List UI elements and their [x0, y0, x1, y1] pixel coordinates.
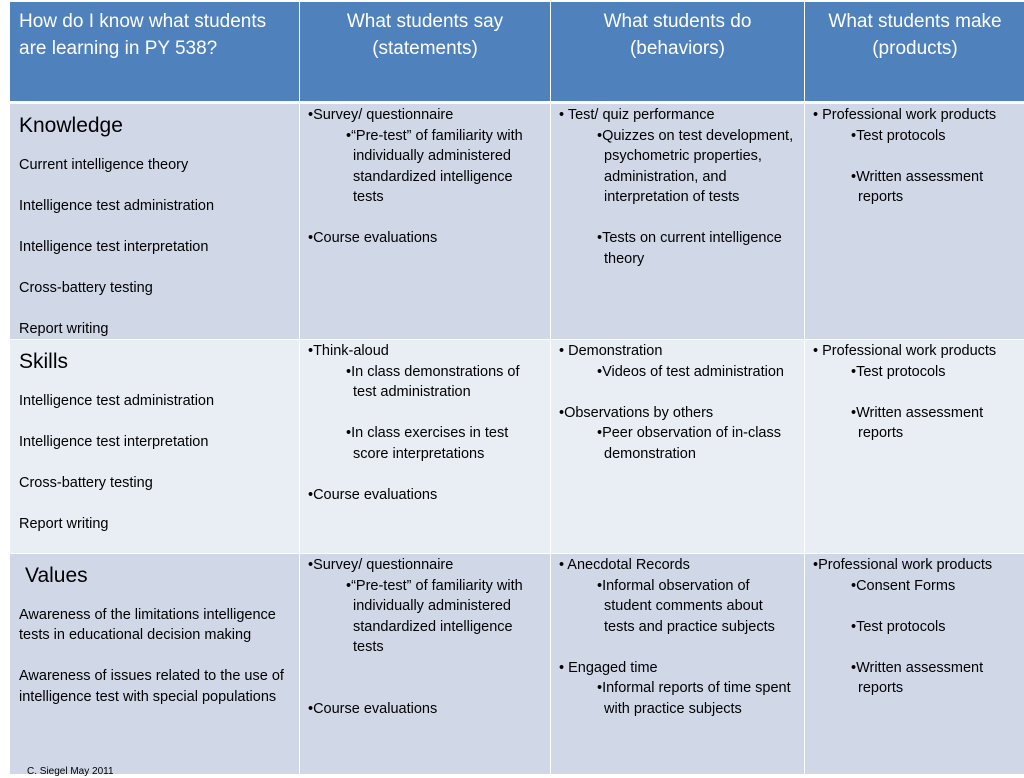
topic-item: Awareness of the limitations intelligence tests in educational decision making	[19, 605, 290, 646]
header-what-students-make: What students make (products)	[805, 2, 1024, 103]
bullet-item: •Course evaluations	[308, 485, 542, 506]
sub-bullet-item: •Written assessment reports	[813, 403, 1017, 444]
sub-bullet-item: •Test protocols	[813, 126, 1017, 147]
topic-item: Report writing	[19, 319, 290, 340]
bullet-item: •Course evaluations	[308, 228, 542, 249]
bullet-item: • Test/ quiz performance	[559, 105, 796, 126]
bullet-item: • Professional work products	[813, 341, 1017, 362]
sub-bullet-item: •“Pre-test” of familiarity with individually administered standardized intelligence tests	[308, 126, 542, 208]
do-cell-skills	[551, 340, 805, 554]
table-row-knowledge	[10, 103, 1024, 340]
bullet-item: •Professional work products	[813, 555, 1017, 576]
topic-item: Intelligence test interpretation	[19, 237, 290, 258]
sub-bullet-item: •Written assessment reports	[813, 167, 1017, 208]
sub-bullet-item: •Written assessment reports	[813, 658, 1017, 699]
make-cell-values	[805, 554, 1024, 775]
sub-bullet-item: •In class demonstrations of test administration	[308, 362, 542, 403]
bullet-item: •Course evaluations	[308, 699, 542, 720]
say-cell-knowledge	[300, 103, 551, 340]
category-title: Knowledge	[19, 111, 290, 140]
sub-bullet-item: •Videos of test administration	[559, 362, 796, 383]
topic-item: Intelligence test administration	[19, 391, 290, 412]
table-row-skills	[10, 340, 1024, 554]
category-cell-values	[10, 554, 300, 775]
sub-bullet-item: •Informal observation of student comments about tests and practice subjects	[559, 576, 796, 638]
topic-item: Intelligence test administration	[19, 196, 290, 217]
say-cell-skills	[300, 340, 551, 554]
sub-bullet-item: •Quizzes on test development, psychometric properties, administration, and interpretation of tests	[559, 126, 796, 208]
bullet-item: •Observations by others	[559, 403, 796, 424]
topic-item: Awareness of issues related to the use of intelligence test with special populations	[19, 666, 290, 707]
category-title: Skills	[19, 347, 290, 376]
sub-bullet-item: •Informal reports of time spent with practice subjects	[559, 678, 796, 719]
say-cell-values	[300, 554, 551, 775]
header-what-students-do: What students do (behaviors)	[551, 2, 805, 103]
bullet-item: • Anecdotal Records	[559, 555, 796, 576]
category-title: Values	[19, 561, 290, 590]
make-cell-skills	[805, 340, 1024, 554]
do-cell-knowledge	[551, 103, 805, 340]
header-question: How do I know what students are learning in PY 538?	[10, 2, 300, 103]
bullet-item: •Survey/ questionnaire	[308, 555, 542, 576]
sub-bullet-item: •Consent Forms	[813, 576, 1017, 597]
author-credit: C. Siegel May 2011	[27, 766, 114, 778]
do-cell-values	[551, 554, 805, 775]
sub-bullet-item: •In class exercises in test score interpretations	[308, 423, 542, 464]
bullet-item: •Survey/ questionnaire	[308, 105, 542, 126]
bullet-item: • Professional work products	[813, 105, 1017, 126]
assessment-matrix-table	[9, 1, 1024, 775]
sub-bullet-item: •Peer observation of in-class demonstration	[559, 423, 796, 464]
sub-bullet-item: •Tests on current intelligence theory	[559, 228, 796, 269]
sub-bullet-item: •Test protocols	[813, 617, 1017, 638]
header-what-students-say: What students say (statements)	[300, 2, 551, 103]
sub-bullet-item: •“Pre-test” of familiarity with individually administered standardized intelligence tests	[308, 576, 542, 658]
topic-item: Intelligence test interpretation	[19, 432, 290, 453]
sub-bullet-item: •Test protocols	[813, 362, 1017, 383]
topic-item: Current intelligence theory	[19, 155, 290, 176]
bullet-item: • Demonstration	[559, 341, 796, 362]
category-cell-skills	[10, 340, 300, 554]
bullet-item: •Think-aloud	[308, 341, 542, 362]
bullet-item: • Engaged time	[559, 658, 796, 679]
topic-item: Cross-battery testing	[19, 278, 290, 299]
header-row	[10, 2, 1024, 103]
category-cell-knowledge	[10, 103, 300, 340]
table-row-values	[10, 554, 1024, 775]
topic-item: Cross-battery testing	[19, 473, 290, 494]
make-cell-knowledge	[805, 103, 1024, 340]
topic-item: Report writing	[19, 514, 290, 535]
